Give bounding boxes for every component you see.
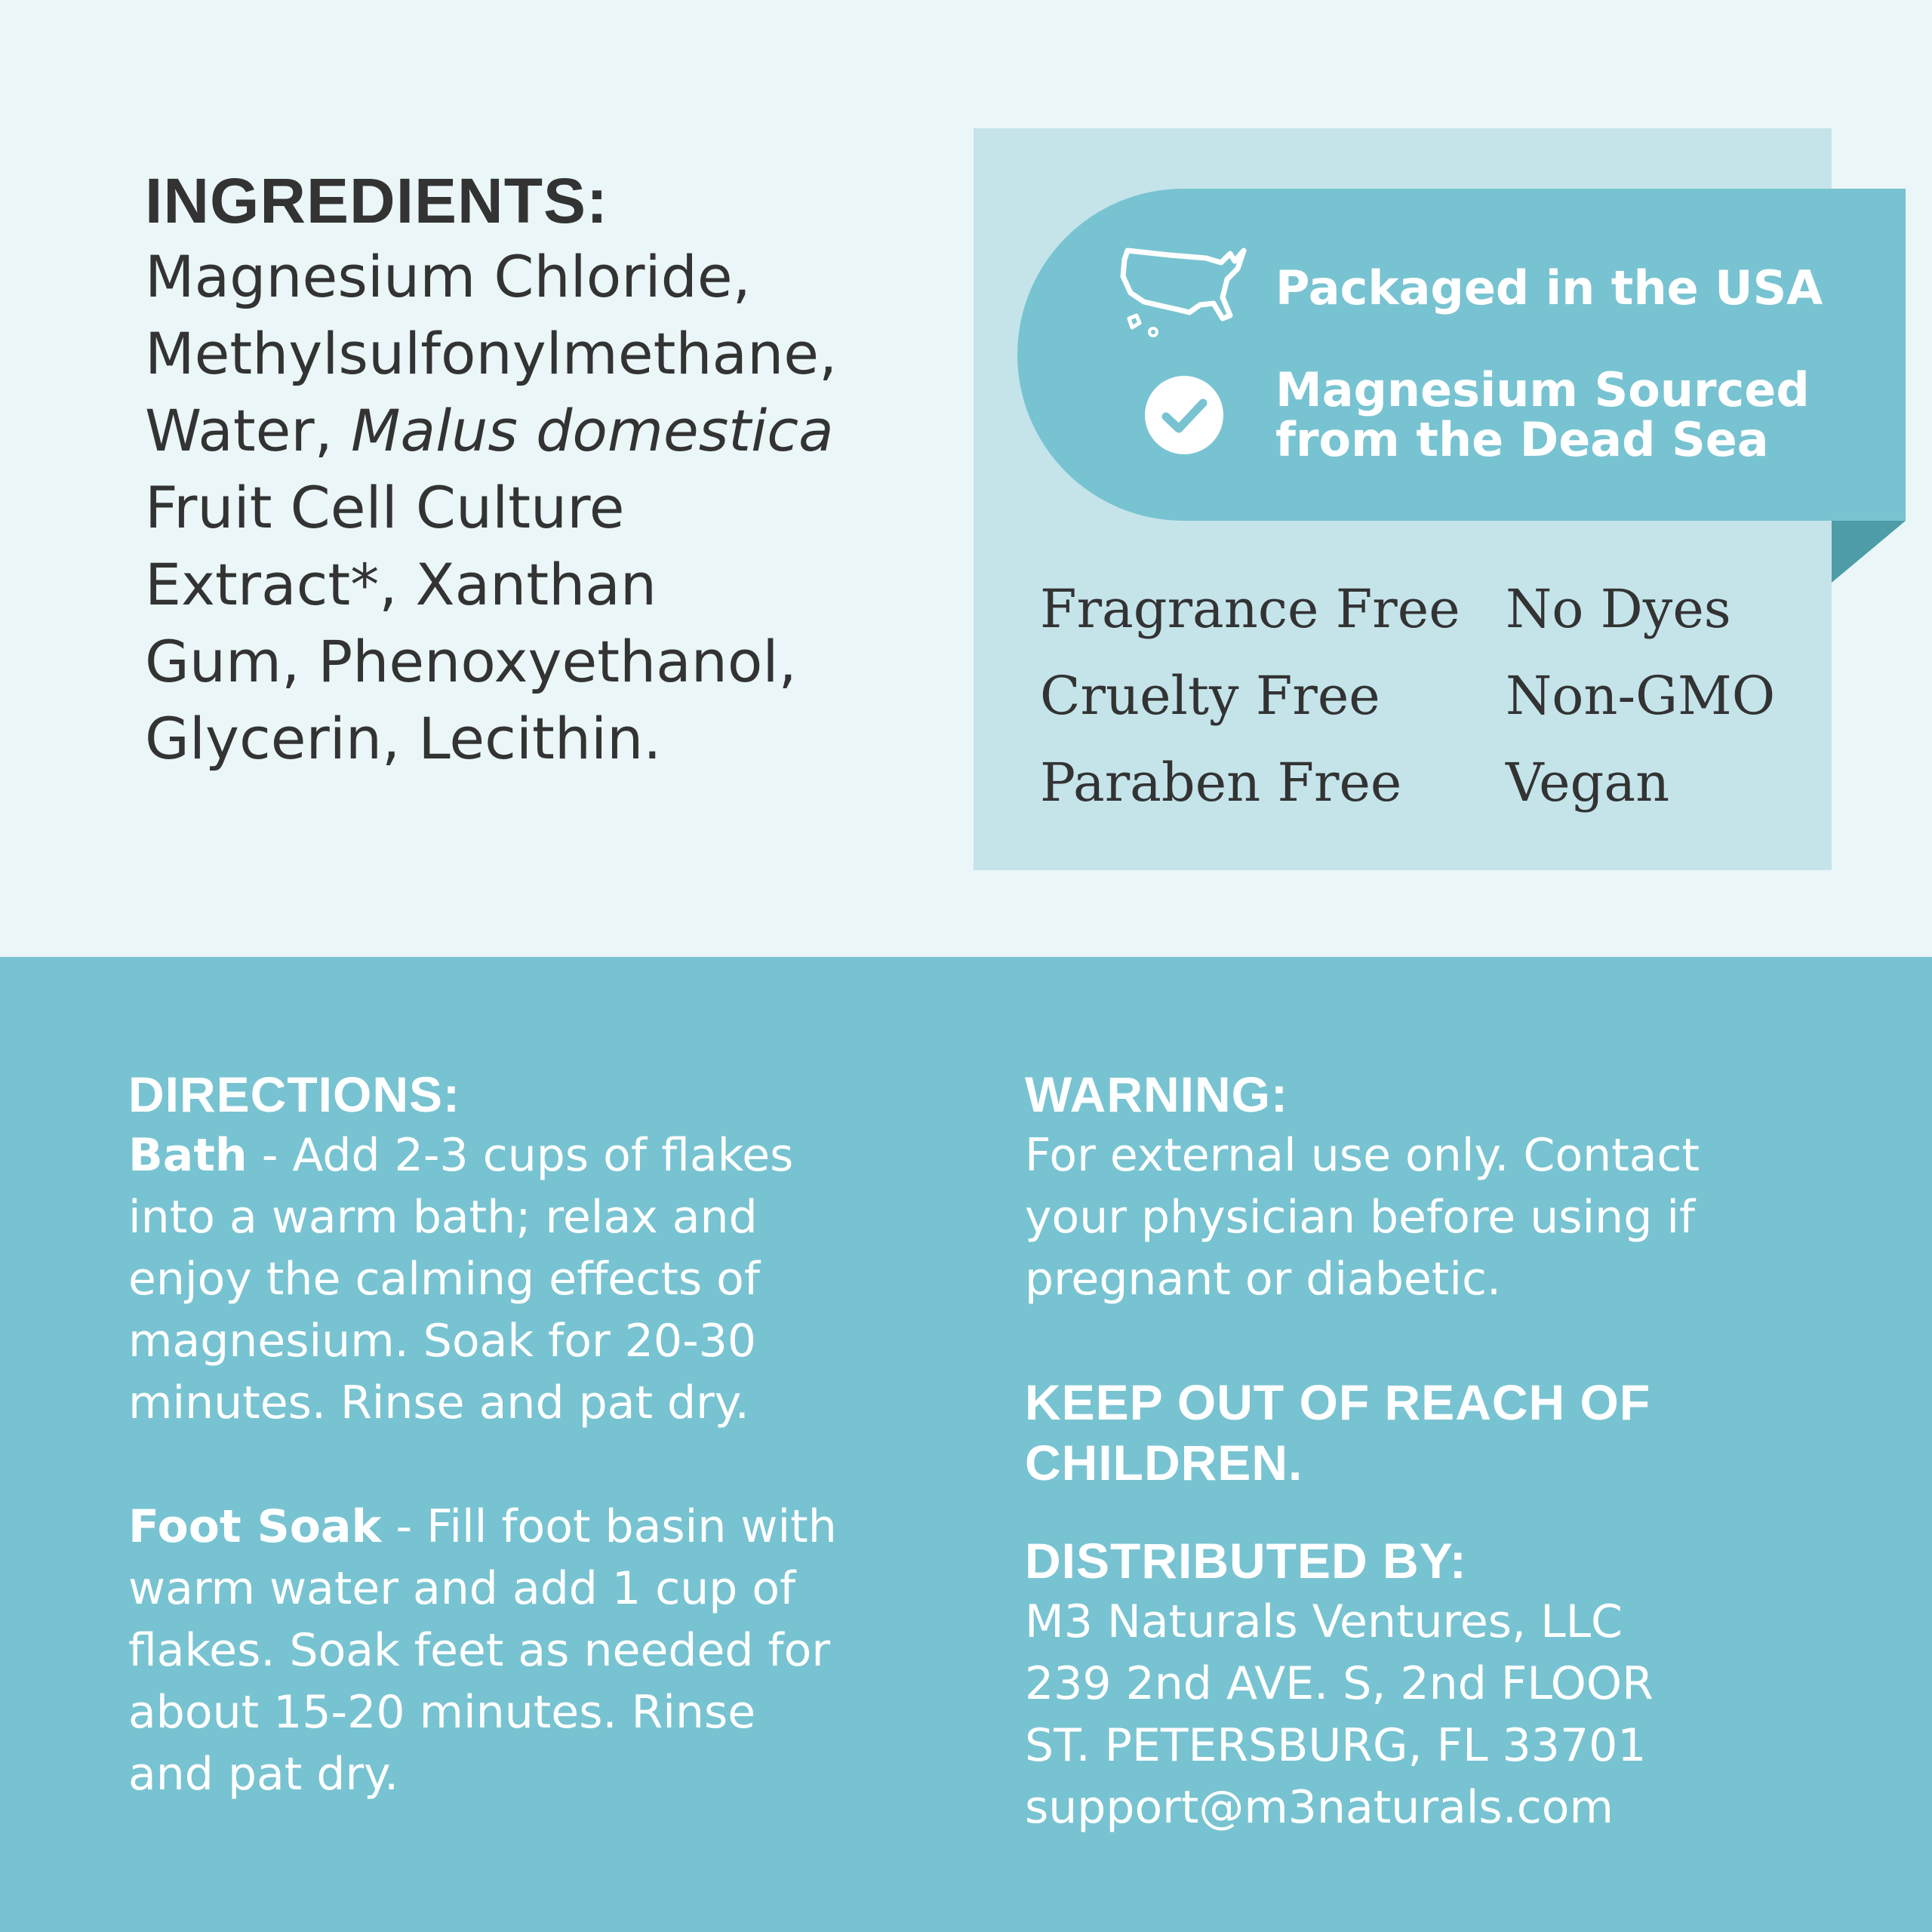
attributes-column-2 bbox=[1506, 566, 1775, 826]
keep-out-of-reach bbox=[1025, 1372, 1900, 1493]
warning-text bbox=[1025, 1124, 1900, 1310]
directions-line: and pat dry. bbox=[128, 1748, 399, 1801]
distributor-address-line: ST. PETERSBURG, FL 33701 bbox=[1025, 1719, 1647, 1772]
directions-line: enjoy the calming effects of bbox=[128, 1253, 761, 1306]
claim-packaged-usa: Packaged in the USA bbox=[1275, 260, 1823, 315]
ingredient-line: Gum, Phenoxyethanol, bbox=[145, 628, 797, 695]
attributes-column-1 bbox=[1040, 566, 1460, 826]
warning-heading: WARNING: bbox=[1025, 1066, 1288, 1122]
warning-section bbox=[1025, 1064, 1900, 1838]
keep-out-line: CHILDREN. bbox=[1025, 1435, 1303, 1491]
attribute-item: Paraben Free bbox=[1040, 752, 1402, 814]
directions-line: minutes. Rinse and pat dry. bbox=[128, 1377, 749, 1429]
ingredient-line: Methylsulfonylmethane, bbox=[145, 320, 838, 387]
ingredient-line: Glycerin, Lecithin. bbox=[145, 705, 662, 772]
bath-label: Bath bbox=[128, 1129, 248, 1182]
claim-dead-sea-line: from the Dead Sea bbox=[1275, 412, 1769, 467]
ingredients-heading: INGREDIENTS: bbox=[145, 165, 609, 236]
keep-out-line: KEEP OUT OF REACH OF bbox=[1025, 1374, 1651, 1430]
warning-line: your physician before using if bbox=[1025, 1191, 1696, 1244]
ingredient-line: Extract*, Xanthan bbox=[145, 551, 657, 618]
distributor-email: support@m3naturals.com bbox=[1025, 1781, 1614, 1834]
ingredient-latin-name: Malus domestica bbox=[350, 397, 834, 464]
distributor-section bbox=[1025, 1531, 1900, 1838]
distributor-company: M3 Naturals Ventures, LLC bbox=[1025, 1595, 1623, 1648]
warning-line: For external use only. Contact bbox=[1025, 1129, 1700, 1182]
bath-directions bbox=[128, 1124, 943, 1434]
distributor-address-line: 239 2nd AVE. S, 2nd FLOOR bbox=[1025, 1657, 1654, 1710]
attribute-item: Vegan bbox=[1506, 752, 1670, 814]
directions-line: into a warm bath; relax and bbox=[128, 1191, 758, 1244]
foot-soak-label: Foot Soak bbox=[128, 1500, 382, 1553]
attribute-item: No Dyes bbox=[1506, 578, 1731, 640]
directions-line: flakes. Soak feet as needed for bbox=[128, 1624, 831, 1677]
directions-line: magnesium. Soak for 20-30 bbox=[128, 1315, 757, 1367]
ingredient-line: Water, Malus domestica bbox=[145, 397, 834, 464]
attribute-item: Cruelty Free bbox=[1040, 665, 1380, 727]
directions-line: Bath - Add 2-3 cups of flakes bbox=[128, 1129, 794, 1182]
claim-dead-sea-line: Magnesium Sourced bbox=[1275, 362, 1810, 417]
directions-section bbox=[128, 1064, 943, 1805]
directions-line: warm water and add 1 cup of bbox=[128, 1562, 796, 1615]
warning-line: pregnant or diabetic. bbox=[1025, 1253, 1502, 1306]
distributor-details bbox=[1025, 1591, 1900, 1838]
directions-line: Foot Soak - Fill foot basin with bbox=[128, 1500, 837, 1553]
claim-dead-sea bbox=[1275, 362, 1810, 467]
directions-heading: DIRECTIONS: bbox=[128, 1066, 460, 1122]
attribute-item: Non-GMO bbox=[1506, 665, 1776, 727]
check-circle-icon bbox=[1143, 374, 1225, 456]
attribute-item: Fragrance Free bbox=[1040, 578, 1460, 640]
ingredient-line: Fruit Cell Culture bbox=[145, 474, 625, 541]
directions-line: about 15-20 minutes. Rinse bbox=[128, 1686, 756, 1739]
usa-map-icon bbox=[1117, 243, 1250, 341]
ingredient-line: Magnesium Chloride, bbox=[145, 243, 751, 310]
foot-soak-directions bbox=[128, 1496, 943, 1805]
distributor-heading: DISTRIBUTED BY: bbox=[1025, 1533, 1467, 1589]
